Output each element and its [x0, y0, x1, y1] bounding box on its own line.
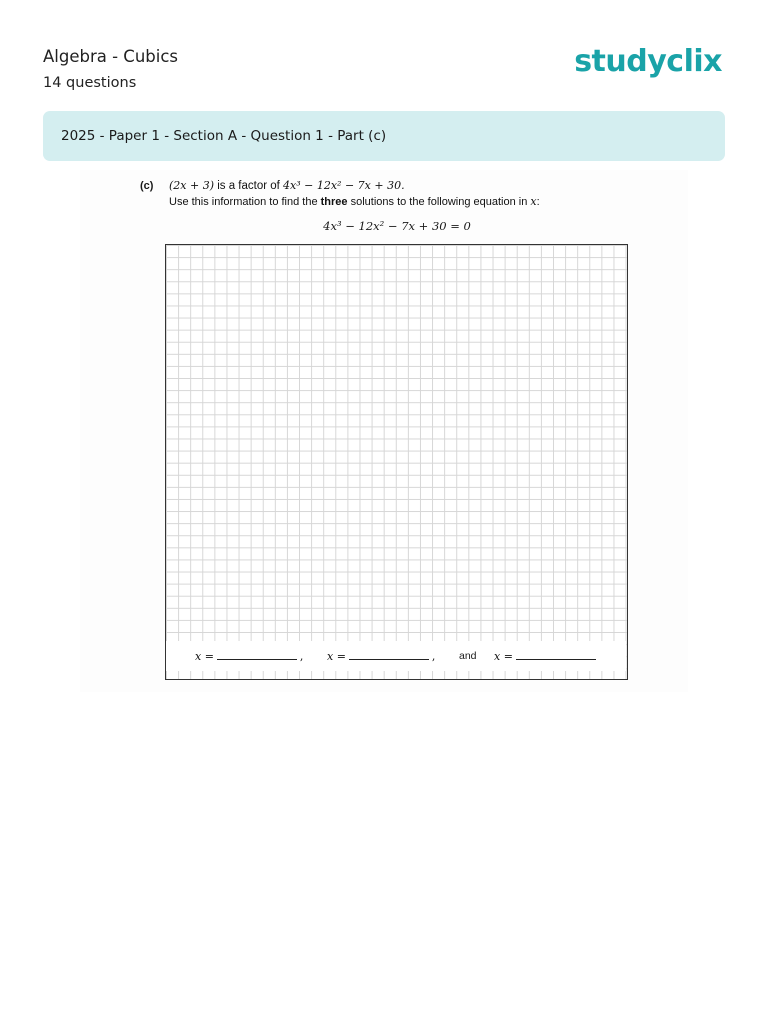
cubic-equation: 4x³ − 12x² − 7x + 30 = 0: [323, 219, 471, 233]
is-factor-text: is a factor of: [214, 180, 284, 192]
answer-x2: [327, 649, 435, 663]
answer-x3: [494, 649, 596, 663]
part-label: (c): [140, 180, 154, 192]
answer-grid: [165, 244, 628, 680]
and-word: and: [459, 650, 477, 662]
instruction-variable: x: [530, 195, 537, 208]
answer-x3-label: x =: [494, 650, 513, 663]
instruction-suffix: solutions to the following equation in: [347, 196, 531, 208]
question-line-2: [169, 195, 540, 208]
polynomial-expression: 4x³ − 12x² − 7x + 30.: [283, 179, 405, 192]
studyclix-logo[interactable]: studyclix: [574, 44, 722, 79]
answer-x2-label: x =: [327, 650, 346, 663]
question-count: 14 questions: [43, 75, 137, 91]
answer-x1-label: x =: [195, 650, 214, 663]
answer-x1: [195, 649, 303, 663]
factor-expression: (2x + 3): [169, 179, 214, 192]
answer-x1-blank[interactable]: [217, 649, 297, 660]
question-line-1: [169, 179, 405, 192]
header-left: [43, 46, 178, 94]
answer-sep-1: ,: [299, 650, 304, 663]
instruction-bold: three: [320, 196, 348, 208]
answer-sep-2: ,: [431, 650, 436, 663]
instruction-end: :: [536, 196, 540, 208]
question-label: 2025 - Paper 1 - Section A - Question 1 - Part (c): [61, 128, 387, 144]
instruction-prefix: Use this information to find the: [169, 196, 321, 208]
topic-title: Algebra - Cubics: [43, 47, 179, 66]
answer-x2-blank[interactable]: [349, 649, 429, 660]
answer-x3-blank[interactable]: [516, 649, 596, 660]
question-banner[interactable]: [43, 111, 725, 161]
